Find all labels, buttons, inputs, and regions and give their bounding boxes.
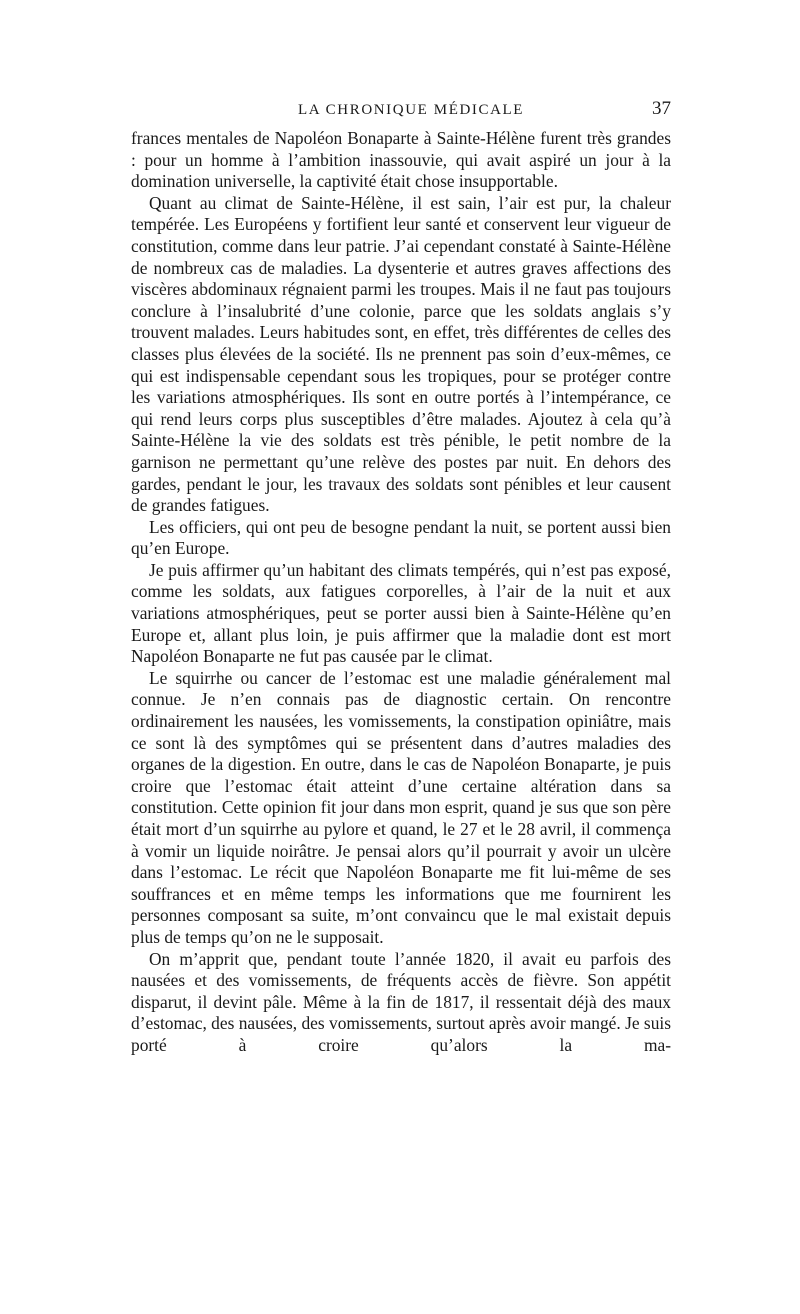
body-text xyxy=(131,128,671,1057)
paragraph: Quant au climat de Sainte-Hélène, il est sain, l’air est pur, la chaleur tempérée. Les Européens y fortifient leur santé et conservent leur vigueur de constitution, comme dans leur patrie. J’ai cependant constaté à Sainte-Hélène de nombreux cas de maladies. La dysenterie et autres graves affections des viscères abdominaux régnaient parmi les troupes. Mais il ne faut pas toujours conclure à l’insalubrité d’une colonie, parce que les soldats anglais s’y trouvent malades. Leurs habitudes sont, en effet, très différentes de celles des classes plus élevées de la société. Ils ne prennent pas soin d’eux-mêmes, ce qui est indispensable cependant sous les tropiques, pour se protéger contre les variations atmosphériques. Ils sont en outre portés à l’intempérance, ce qui rend leurs corps plus susceptibles d’être malades. Ajoutez à cela qu’à Sainte-Hélène la vie des soldats est très pénible, le petit nombre de la garnison ne permettant qu’une relève des postes par nuit. En dehors des gardes, pendant le jour, les travaux des soldats sont pénibles et leur causent de grandes fatigues. xyxy=(131,192,671,516)
paragraph: frances mentales de Napoléon Bonaparte à Sainte-Hélène furent très grandes : pour un homme à l’ambition inassouvie, qui avait aspiré un jour à la domination universelle, la captivité était chose insupportable. xyxy=(131,128,671,192)
running-title: LA CHRONIQUE MÉDICALE xyxy=(297,102,525,118)
paragraph: Les officiers, qui ont peu de besogne pendant la nuit, se portent aussi bien qu’en Europe. xyxy=(131,516,671,559)
page xyxy=(131,98,671,1057)
paragraph: Le squirrhe ou cancer de l’estomac est une maladie généralement mal connue. Je n’en connais pas de diagnostic certain. On rencontre ordinairement les nausées, les vomissements, la constipation opiniâtre, mais ce sont là des symptômes qui se présentent dans d’autres maladies des organes de la digestion. En outre, dans le cas de Napoléon Bonaparte, je puis croire que l’estomac était atteint d’une certaine altération dans sa constitution. Cette opinion fit jour dans mon esprit, quand je sus que son père était mort d’un squirrhe au pylore et quand, le 27 et le 28 avril, il commença à vomir un liquide noirâtre. Je pensai alors qu’il pourrait y avoir un ulcère dans l’estomac. Le récit que Napoléon Bonaparte me fit lui-même de ses souffrances et en même temps les informations que me fournirent les personnes composant sa suite, m’ont convaincu que le mal existait depuis plus de temps qu’on ne le supposait. xyxy=(131,667,671,947)
paragraph: Je puis affirmer qu’un habitant des climats tempérés, qui n’est pas exposé, comme les soldats, aux fatigues corporelles, à l’air de la nuit et aux variations atmosphériques, peut se porter aussi bien à Sainte-Hélène qu’en Europe et, allant plus loin, je puis affirmer que la maladie dont est mort Napoléon Bonaparte ne fut pas causée par le climat. xyxy=(131,559,671,667)
page-number: 37 xyxy=(652,98,671,119)
running-header xyxy=(131,98,671,128)
paragraph: On m’apprit que, pendant toute l’année 1820, il avait eu parfois des nausées et des vomissements, de fréquents accès de fièvre. Son appétit disparut, il devint pâle. Même à la fin de 1817, il ressentait déjà des maux d’estomac, des nausées, des vomissements, surtout après avoir mangé. Je suis porté à croire qu’alors la ma- xyxy=(131,948,671,1055)
